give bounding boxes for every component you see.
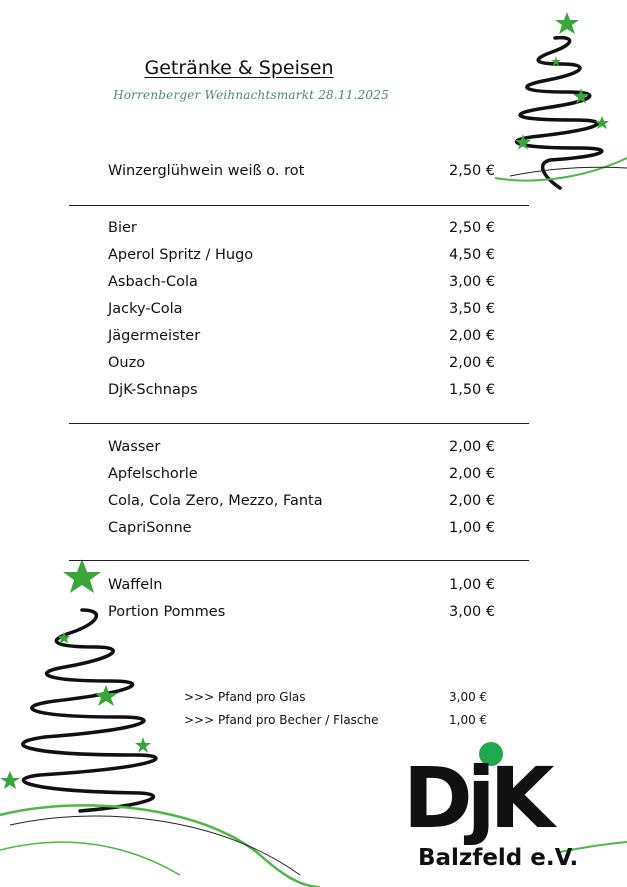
djk-logo (400, 735, 580, 875)
item-price: 1,50 € (449, 382, 496, 398)
item-name: Asbach-Cola (108, 274, 198, 290)
item-price: 3,50 € (449, 301, 496, 317)
deposit-price: 1,00 € (449, 713, 488, 727)
item-name: Apfelschorle (108, 466, 198, 482)
menu-item (108, 247, 508, 267)
item-name: Aperol Spritz / Hugo (108, 247, 254, 263)
page-subtitle: Horrenberger Weihnachtsmarkt 28.11.2025 (113, 88, 389, 102)
deposit-name: >>> Pfand pro Becher / Flasche (184, 713, 379, 727)
menu-item (108, 577, 508, 597)
section-divider (69, 423, 529, 424)
menu-item (108, 439, 508, 459)
item-price: 3,00 € (449, 274, 496, 290)
item-name: Cola, Cola Zero, Mezzo, Fanta (108, 493, 323, 509)
menu-item (108, 274, 508, 294)
menu-item (108, 466, 508, 486)
item-name: Winzerglühwein weiß o. rot (108, 163, 305, 179)
item-name: Bier (108, 220, 137, 236)
logo-text: DjK (403, 749, 549, 847)
item-name: Wasser (108, 439, 161, 455)
item-price: 4,50 € (449, 247, 496, 263)
item-name: DjK-Schnaps (108, 382, 198, 398)
item-price: 1,00 € (449, 520, 496, 536)
item-price: 2,00 € (449, 466, 496, 482)
item-price: 1,00 € (449, 577, 496, 593)
item-price: 3,00 € (449, 604, 496, 620)
item-name: Portion Pommes (108, 604, 226, 620)
deposit-name: >>> Pfand pro Glas (184, 690, 306, 704)
item-price: 2,00 € (449, 328, 496, 344)
item-name: Jägermeister (108, 328, 201, 344)
deposit-price: 3,00 € (449, 690, 488, 704)
menu-item (108, 382, 508, 402)
item-name: CapriSonne (108, 520, 192, 536)
menu-item (108, 520, 508, 540)
menu-item (108, 328, 508, 348)
item-price: 2,00 € (449, 493, 496, 509)
menu-item (108, 220, 508, 240)
menu-item (108, 355, 508, 375)
logo-subtext: Balzfeld e.V. (418, 845, 579, 871)
item-price: 2,50 € (449, 220, 496, 236)
menu-item (108, 163, 508, 183)
section-divider (69, 560, 529, 561)
item-name: Ouzo (108, 355, 146, 371)
menu-item (108, 493, 508, 513)
page-title: Getränke & Speisen (144, 57, 334, 79)
item-price: 2,50 € (449, 163, 496, 179)
menu-item (108, 301, 508, 321)
item-name: Jacky-Cola (108, 301, 183, 317)
item-price: 2,00 € (449, 439, 496, 455)
christmas-tree-top-right-icon (490, 8, 627, 198)
item-price: 2,00 € (449, 355, 496, 371)
section-divider (69, 205, 529, 206)
item-name: Waffeln (108, 577, 163, 593)
menu-item (108, 604, 508, 624)
